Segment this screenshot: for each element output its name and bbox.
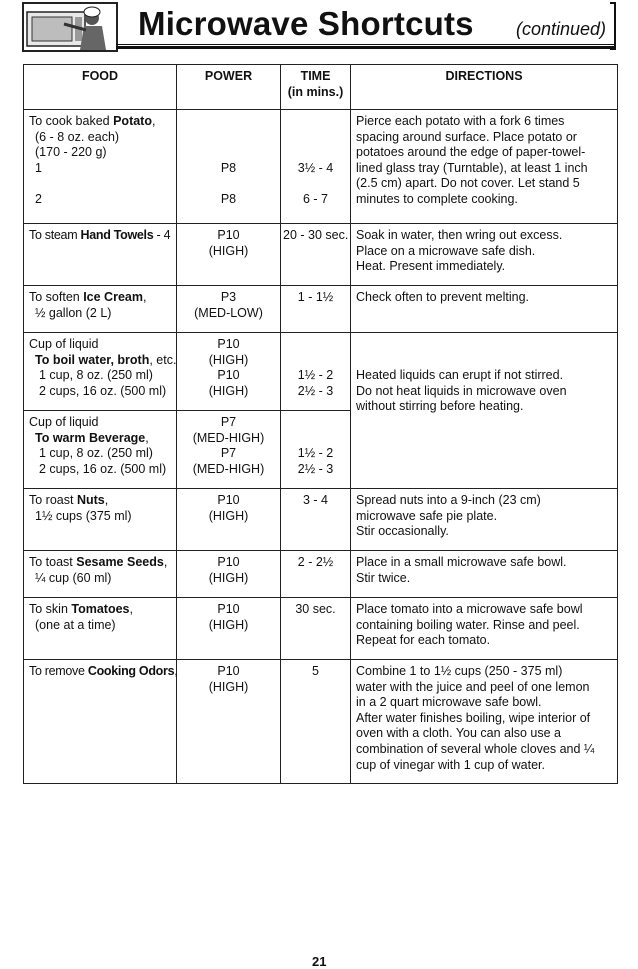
power-cell: P10 (HIGH) bbox=[177, 489, 281, 551]
directions-cell: Check often to prevent melting. bbox=[351, 286, 618, 333]
power-cell: P10 (HIGH) bbox=[177, 660, 281, 784]
power-cell: P10 (HIGH) P10 (HIGH) bbox=[177, 333, 281, 411]
shortcuts-table bbox=[23, 64, 618, 784]
power-cell: P3 (MED-LOW) bbox=[177, 286, 281, 333]
power-cell: P8 P8 bbox=[177, 110, 281, 224]
header-bracket bbox=[610, 2, 616, 50]
food-cell: To skin Tomatoes, (one at a time) bbox=[24, 598, 177, 660]
col-header-directions: DIRECTIONS bbox=[351, 65, 618, 110]
page-title: Microwave Shortcuts bbox=[138, 5, 474, 42]
time-cell: 3 - 4 bbox=[281, 489, 351, 551]
directions-cell: Spread nuts into a 9-inch (23 cm) microwave safe pie plate. Stir occasionally. bbox=[351, 489, 618, 551]
food-cell: Cup of liquid To warm Beverage, 1 cup, 8 oz. (250 ml) 2 cups, 16 oz. (500 ml) bbox=[24, 411, 177, 489]
directions-cell: Combine 1 to 1½ cups (250 - 375 ml) water with the juice and peel of one lemon in a 2 quart microwave safe bowl. After water finishes boiling, wipe interior of oven with a cloth. You can also use a combination of several whole cloves and ¼ cup of vinegar with 1 cup of water. bbox=[351, 660, 618, 784]
table-row bbox=[24, 286, 618, 333]
power-cell: P10 (HIGH) bbox=[177, 551, 281, 598]
col-header-time: TIME (in mins.) bbox=[281, 65, 351, 110]
table-row bbox=[24, 333, 618, 411]
directions-cell: Place in a small microwave safe bowl. Stir twice. bbox=[351, 551, 618, 598]
table-row bbox=[24, 224, 618, 286]
chef-microwave-logo bbox=[22, 2, 118, 52]
table-row bbox=[24, 110, 618, 224]
food-cell: To roast Nuts, 1½ cups (375 ml) bbox=[24, 489, 177, 551]
food-cell: To soften Ice Cream, ½ gallon (2 L) bbox=[24, 286, 177, 333]
col-header-power: POWER bbox=[177, 65, 281, 110]
time-cell: 5 bbox=[281, 660, 351, 784]
directions-cell: Place tomato into a microwave safe bowl containing boiling water. Rinse and peel. Repeat for each tomato. bbox=[351, 598, 618, 660]
directions-cell: Soak in water, then wring out excess. Place on a microwave safe dish. Heat. Present immediately. bbox=[351, 224, 618, 286]
food-cell: Cup of liquid To boil water, broth, etc. 1 cup, 8 oz. (250 ml) 2 cups, 16 oz. (500 ml) bbox=[24, 333, 177, 411]
food-cell: To remove Cooking Odors, bbox=[24, 660, 177, 784]
col-header-food: FOOD bbox=[24, 65, 177, 110]
directions-cell: Heated liquids can erupt if not stirred. Do not heat liquids in microwave oven without stirring before heating. bbox=[351, 333, 618, 489]
table-header-row bbox=[24, 65, 618, 110]
time-cell: 3½ - 4 6 - 7 bbox=[281, 110, 351, 224]
time-cell: 1½ - 2 2½ - 3 bbox=[281, 333, 351, 411]
food-cell: To steam Hand Towels - 4 bbox=[24, 224, 177, 286]
table-row bbox=[24, 551, 618, 598]
food-cell: To cook baked Potato, (6 - 8 oz. each) (170 - 220 g) 1 2 bbox=[24, 110, 177, 224]
table-row bbox=[24, 598, 618, 660]
power-cell: P10 (HIGH) bbox=[177, 598, 281, 660]
time-cell: 1 - 1½ bbox=[281, 286, 351, 333]
time-cell: 2 - 2½ bbox=[281, 551, 351, 598]
time-cell: 20 - 30 sec. bbox=[281, 224, 351, 286]
header-rule bbox=[116, 46, 614, 49]
time-cell: 1½ - 2 2½ - 3 bbox=[281, 411, 351, 489]
directions-cell: Pierce each potato with a fork 6 times spacing around surface. Place potato or potatoes around the edge of paper-towel- lined glass tray (Turntable), at least 1 inch (2.5 cm) apart. Do not cover. Let stand 5 minutes to complete cooking. bbox=[351, 110, 618, 224]
continued-label: (continued) bbox=[516, 19, 607, 39]
food-cell: To toast Sesame Seeds, ¼ cup (60 ml) bbox=[24, 551, 177, 598]
header-rule-top bbox=[116, 44, 614, 45]
table-row bbox=[24, 489, 618, 551]
table-row bbox=[24, 660, 618, 784]
page-number: 21 bbox=[312, 954, 327, 969]
power-cell: P7 (MED-HIGH) P7 (MED-HIGH) bbox=[177, 411, 281, 489]
page-header bbox=[0, 0, 638, 52]
power-cell: P10 (HIGH) bbox=[177, 224, 281, 286]
time-cell: 30 sec. bbox=[281, 598, 351, 660]
